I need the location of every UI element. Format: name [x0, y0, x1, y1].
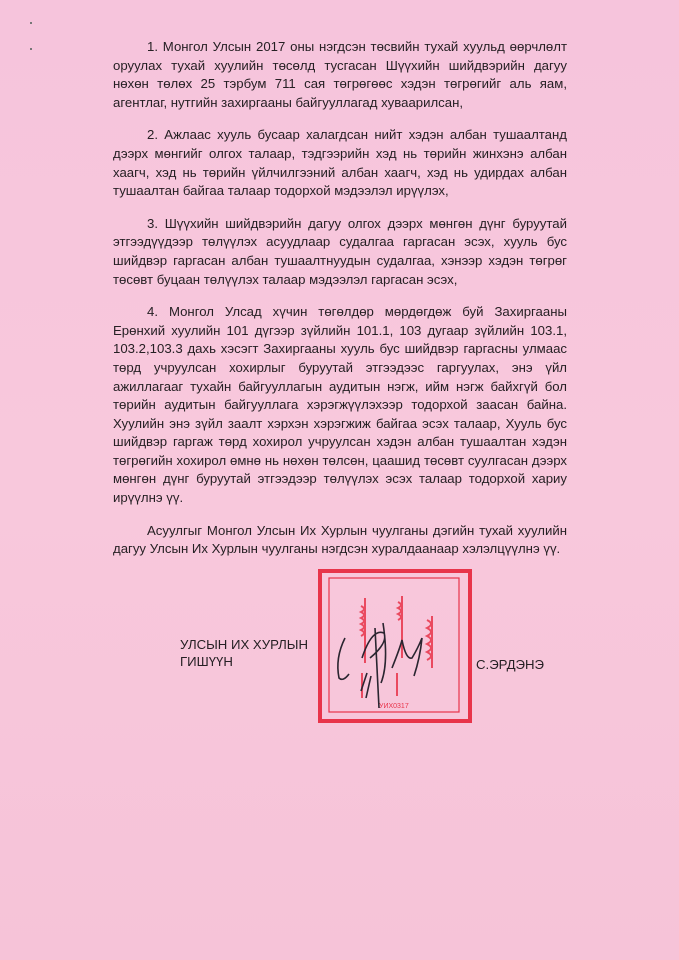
paragraph-3: 3. Шүүхийн шийдвэрийн дагуу олгох дээрх мөнгөн дүнг буруутай этгээдүүдээр төлүүлэх асуудлаар судалгаа гаргасан эсэх, хууль бус шийдвэр гаргасан албан тушаалтнуудын судалгаа, хэнээр хэдэн төгрөг төсөвт буцаан төлүүлэх талаар мэдээлэл гаргасан эсэх, — [113, 215, 567, 287]
scan-mark — [30, 48, 32, 50]
document-body — [113, 38, 567, 573]
paragraph-2: 2. Ажлаас хууль бусаар халагдсан нийт хэдэн албан тушаалтанд дээрх мөнгийг олгох талаар, тэдгээрийн хэд нь төрийн жинхэнэ албан хаагч, хэд нь төрийн үйлчилгээний албан хаагч, хэд нь удирдах албан тушаалтан байгаа талаар тодорхой мэдээлэл ирүүлэх, — [113, 127, 567, 199]
handwritten-signature — [338, 623, 422, 708]
signatory-title-line1: УЛСЫН ИХ ХУРЛЫН — [180, 637, 308, 652]
paragraph-4: 4. Монгол Улсад хүчин төгөлдөр мөрдөгдөж буй Захиргааны Ерөнхий хуулийн 101 дүгээр зүйлийн 101.1, 103 дугаар зүйлийн 103.1, 103.2,103.3 дахь хэсэгт Захиргааны хууль бус шийдвэр гаргасны улмаас төрд учруулсан хохирлыг буруутай этгээдээс гаргуулах, энэ үйл ажиллагааг тухайн байгууллагын аудитын нэгж, ийм нэгж байхгүй бол төрийн аудитын байгууллага хэрэгжүүлэхээр тодорхой заасан байна. Хуулийн энэ зүйл заалт хэрхэн хэрэгжиж байгаа эсэх талаар, Хууль бус шийдвэр гаргаж төрд хохирол учруулсан хэдэн албан тушаалтан хэдэн төгрөгийн хохирол өмнө нь нөхөн төлсөн, цаашид төсөвт суулгасан дээрх мөнгөн дүнг буруутай этгээдээр төлүүлэх эсэх талаар тодорхой хариу ирүүлнэ үү. — [113, 304, 567, 506]
stamp-number: УИХ0317 — [379, 703, 409, 710]
stamp-outer-border — [320, 571, 470, 721]
signatory-title-line2: ГИШҮҮН — [180, 654, 233, 669]
signatory-title — [180, 636, 308, 670]
closing-paragraph: Асуулгыг Монгол Улсын Их Хурлын чуулганы дэгийн тухай хуулийн дагуу Улсын Их Хурлын чуулганы нэгдсэн хуралдаанаар хэлэлцүүлнэ үү. — [113, 522, 567, 557]
paragraph-1: 1. Монгол Улсын 2017 оны нэгдсэн төсвийн тухай хуульд өөрчлөлт оруулах тухай хуулийн төсөлд тусгасан Шүүхийн шийдвэрийн дагуу нөхөн төлөх 25 тэрбум 711 сая төгрөгөөс хэдэн төгрөгийг аль яам, агентлаг, нутгийн захиргааны байгууллагад хуваарилсан, — [113, 39, 567, 110]
stamp-inner-border — [329, 578, 459, 712]
official-stamp — [317, 568, 475, 726]
signatory-name: С.ЭРДЭНЭ — [476, 657, 544, 672]
scan-mark — [30, 22, 32, 24]
